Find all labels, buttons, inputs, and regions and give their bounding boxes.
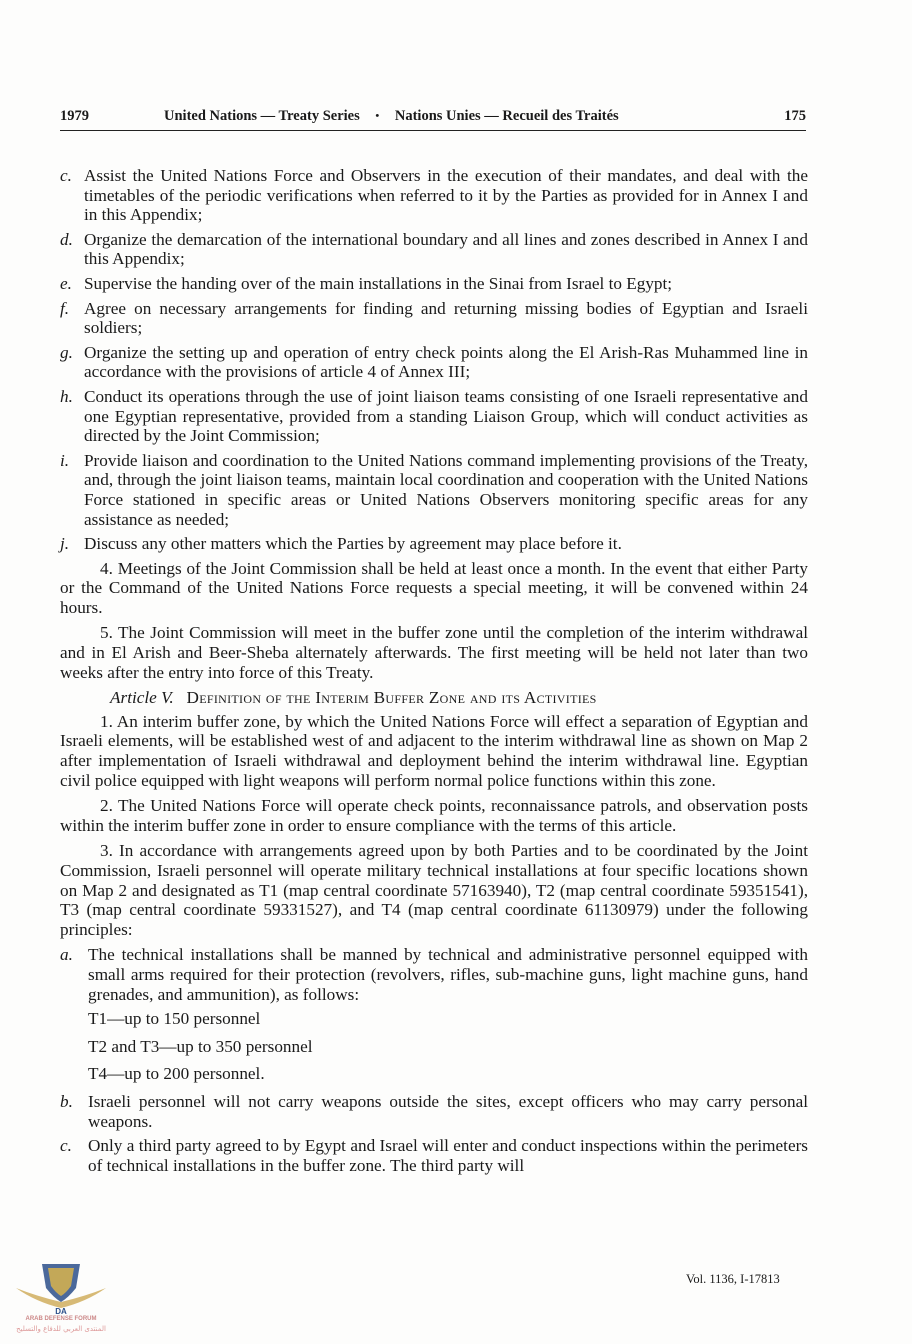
list-item <box>60 299 808 338</box>
item-label: f. <box>60 298 70 318</box>
volume-reference: Vol. 1136, I-17813 <box>686 1272 780 1286</box>
article-paragraph-3: 3. In accordance with arrangements agreed upon by both Parties and to be coordinated by the Joint Commission, Israeli personnel will operate military technical installations at four specific locations shown on Map 2 and designated as T1 (map central coordinate 57163940), T2 (map central coordinate 59351541), T3 (map central coordinate 59331527), and T4 (map central coordinate 61130979) under the following principles: <box>60 841 808 939</box>
list-item <box>60 534 808 554</box>
item-text: Organize the demarcation of the international boundary and all lines and zones described in Annex I and this Appendix; <box>84 229 808 269</box>
item-label: a. <box>60 945 73 965</box>
item-text: Organize the setting up and operation of entry check points along the El Arish-Ras Muhammed line in accordance with the provisions of article 4 of Annex III; <box>84 342 808 382</box>
running-header <box>60 106 806 131</box>
item-text: The technical installations shall be manned by technical and administrative personnel equipped with small arms required for their protection (revolvers, rifles, sub-machine guns, light machine guns, hand grenades, and ammunition), as follows: <box>88 945 808 1004</box>
item-text: Assist the United Nations Force and Observers in the execution of their mandates, and deal with the timetables of the periodic verifications when referred to it by the Parties as provided for in Annex I and in this Appendix; <box>84 166 808 225</box>
list-item <box>60 387 808 446</box>
item-label: b. <box>60 1091 73 1111</box>
item-text: Only a third party agreed to by Egypt and Israel will enter and conduct inspections within the perimeters of technical installations in the buffer zone. The third party will <box>88 1136 808 1175</box>
item-label: g. <box>60 342 73 362</box>
item-text: Discuss any other matters which the Parties by agreement may place before it. <box>84 534 622 554</box>
item-text: Conduct its operations through the use of joint liaison teams consisting of one Israeli representative and one Egyptian representative, provided from a standing Liaison Group, which will conduct activities as directed by the Joint Commission; <box>84 386 808 446</box>
list-item <box>60 166 808 225</box>
article-heading <box>60 688 808 708</box>
header-series-en: United Nations — Treaty Series <box>164 108 360 124</box>
list-item <box>60 343 808 382</box>
item-label: c. <box>60 166 72 185</box>
list-item <box>60 230 808 269</box>
item-text: Israeli personnel will not carry weapons outside the sites, except officers who may carry personal weapons. <box>88 1091 808 1131</box>
article-paragraph-1: 1. An interim buffer zone, by which the United Nations Force will effect a separation of Egyptian and Israeli elements, will be established west of and adjacent to the interim withdrawal line as shown on Map 2 after implementation of Israeli withdrawal and deployment behind the interim withdrawal line. Egyptian civil police equipped with light weapons will perform normal police functions within this zone. <box>60 711 808 790</box>
items-top-list <box>60 166 808 554</box>
header-separator: • <box>375 110 380 122</box>
item-text: Supervise the handing over of the main installations in the Sinai from Israel to Egypt; <box>84 273 673 293</box>
item-label: d. <box>60 229 73 249</box>
header-series-fr: Nations Unies — Recueil des Traités <box>394 108 619 124</box>
article-title: Definition of the Interim Buffer Zone and its Activities <box>186 688 597 708</box>
item-text: Agree on necessary arrangements for finding and returning missing bodies of Egyptian and Israeli soldiers; <box>84 298 808 338</box>
list-item <box>60 451 808 529</box>
page-body <box>60 166 808 1180</box>
article-number: Article V. <box>110 688 174 708</box>
list-item <box>60 274 808 294</box>
item-label: j. <box>60 534 70 554</box>
allocation-line: T4—up to 200 personnel. <box>88 1064 265 1084</box>
page-number: 175 <box>784 108 806 124</box>
list-item <box>60 1092 808 1131</box>
item-text: Provide liaison and coordination to the United Nations command implementing provisions of the Treaty, and, through the joint liaison teams, maintain local coordination and cooperation with the United Nations Force stationed in specific areas or United Nations Observers monitoring specific areas for any assistance as needed; <box>84 450 808 529</box>
watermark-logo <box>6 1258 116 1340</box>
item-label: e. <box>60 273 72 293</box>
watermark-name: ARAB DEFENSE FORUM <box>25 1316 97 1322</box>
article-paragraph-2: 2. The United Nations Force will operate check points, reconnaissance patrols, and observation posts within the interim buffer zone in order to ensure compliance with the terms of this article. <box>60 796 808 835</box>
item-label: c. <box>60 1136 72 1156</box>
allocation-line: T2 and T3—up to 350 personnel <box>88 1036 313 1056</box>
item-label: h. <box>60 386 73 406</box>
item-label: i. <box>60 450 70 470</box>
allocation-line: T1—up to 150 personnel <box>88 1009 261 1029</box>
list-item <box>60 1136 808 1175</box>
paragraph-4: 4. Meetings of the Joint Commission shall be held at least once a month. In the event that either Party or the Command of the United Nations Force requests a special meeting, it will be convened within 24 hours. <box>60 558 808 617</box>
header-year: 1979 <box>60 108 89 124</box>
header-series <box>164 108 619 125</box>
shield-icon <box>6 1258 116 1316</box>
list-item <box>60 945 808 1004</box>
paragraph-5: 5. The Joint Commission will meet in the buffer zone until the completion of the interim withdrawal and in El Arish and Beer-Sheba alternately afterwards. The first meeting will be held not later than two weeks after the entry into force of this Treaty. <box>60 623 808 682</box>
svg-text:DA: DA <box>55 1307 67 1316</box>
watermark-arabic: المنتدى العربي للدفاع والتسليح <box>16 1325 106 1333</box>
